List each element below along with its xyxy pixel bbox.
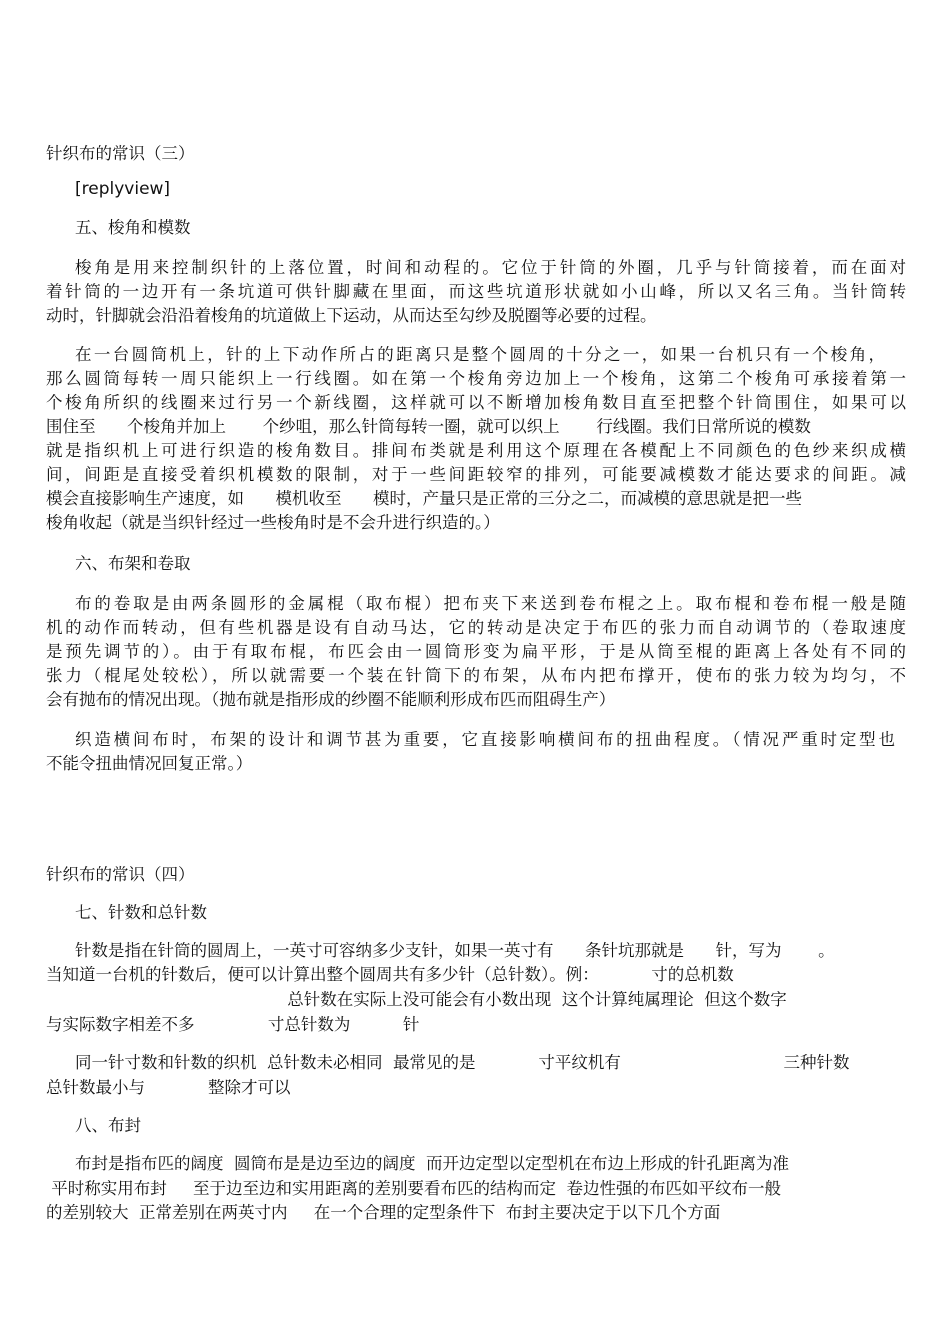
para-5b-line: 间，间距是直接受着织机模数的限制，对于一些间距较窄的排列，可能要减模数才能达要求的间距。减 bbox=[46, 465, 906, 484]
para-6a-line: 张力（棍尾处较松），所以就需要一个装在针筒下的布架，从布内把布撑开，使布的张力较为均匀，不 bbox=[46, 666, 906, 685]
para-5b-line: 那么圆筒每转一周只能织上一行线圈。如在第一个梭角旁边加上一个梭角，这第二个梭角可承接着第一 bbox=[46, 369, 906, 388]
section-title-4: 针织布的常识（四） bbox=[46, 865, 195, 884]
para-7a-line: 针数是指在针筒的圆周上，一英寸可容纳多少支针，如果一英寸有 条针坑那就是 针，写为 。 bbox=[75, 941, 835, 960]
para-5b-line: 梭角收起（就是当织针经过一些梭角时是不会升进行织造的。） bbox=[46, 513, 500, 532]
heading-5: 五、梭角和模数 bbox=[75, 218, 191, 237]
para-7a-line: 与实际数字相差不多 寸总针数为 针 bbox=[46, 1015, 420, 1034]
para-5b-line: 个梭角所织的线圈来过行另一个新线圈，这样就可以不断增加梭角数目直至把整个针筒围住，如果可以 bbox=[46, 393, 906, 412]
para-5a-line: 着针筒的一边开有一条坑道可供针脚藏在里面，而这些坑道形状就如小山峰，所以又名三角。当针筒转 bbox=[46, 282, 906, 301]
para-5a-line: 梭角是用来控制织针的上落位置，时间和动程的。它位于针筒的外圈，几乎与针筒接着，而在面对 bbox=[75, 258, 906, 277]
para-6a-line: 机的动作而转动，但有些机器是设有自动马达，它的转动是决定于布匹的张力而自动调节的（卷取速度 bbox=[46, 618, 906, 637]
para-8a-line: 的差别较大 正常差别在两英寸内 在一个合理的定型条件下 布封主要决定于以下几个方面 bbox=[46, 1203, 721, 1222]
para-7a-line: 总针数在实际上没可能会有小数出现 这个计算纯属理论 但这个数字 bbox=[46, 990, 787, 1009]
para-6a-line: 布的卷取是由两条圆形的金属棍（取布棍）把布夹下来送到卷布棍之上。取布棍和卷布棍一般是随 bbox=[75, 594, 906, 613]
heading-7: 七、针数和总针数 bbox=[75, 903, 207, 922]
para-5b-line: 围住至 个梭角并加上 个纱咀，那么针筒每转一圈，就可以织上 行线圈。我们日常所说的模数 bbox=[46, 417, 811, 436]
para-6a-line: 会有抛布的情况出现。（抛布就是指形成的纱圈不能顺利形成布匹而阻碍生产） bbox=[46, 690, 616, 709]
para-6b-line: 不能令扭曲情况回复正常。） bbox=[46, 754, 253, 773]
para-5b-line: 模会直接影响生产速度，如 模机收至 模时，产量只是正常的三分之二，而减模的意思就是把一些 bbox=[46, 489, 802, 508]
para-7b-line: 总针数最小与 整除才可以 bbox=[46, 1078, 291, 1097]
para-7b-line: 同一针寸数和针数的织机 总针数未必相同 最常见的是 寸平纹机有 三种针数 bbox=[75, 1053, 850, 1072]
para-5b-line: 就是指织机上可进行织造的梭角数目。排间布类就是利用这个原理在各模配上不同颜色的色纱来织成横 bbox=[46, 441, 906, 460]
para-5b-line: 在一台圆筒机上，针的上下动作所占的距离只是整个圆周的十分之一，如果一台机只有一个梭角， bbox=[75, 345, 885, 364]
replyview-tag: [replyview] bbox=[75, 179, 171, 199]
para-6a-line: 是预先调节的）。由于有取布棍，布匹会由一圆筒形变为扁平形，于是从筒至棍的距离上各处有不同的 bbox=[46, 642, 906, 661]
para-7a-line: 当知道一台机的针数后，便可以计算出整个圆周共有多少针（总针数）。例： 寸的总机数 bbox=[46, 965, 734, 984]
heading-6: 六、布架和卷取 bbox=[75, 554, 191, 573]
para-6b-line: 织造横间布时，布架的设计和调节甚为重要，它直接影响横间布的扭曲程度。（情况严重时定型也 bbox=[75, 730, 895, 749]
para-8a-line: 布封是指布匹的阔度 圆筒布是是边至边的阔度 而开边定型以定型机在布边上形成的针孔距离为准 bbox=[75, 1154, 789, 1173]
section-title-3: 针织布的常识（三） bbox=[46, 144, 195, 163]
heading-8: 八、布封 bbox=[75, 1116, 141, 1135]
para-8a-line: 平时称实用布封 至于边至边和实用距离的差别要看布匹的结构而定 卷边性强的布匹如平纹布一般 bbox=[46, 1179, 781, 1198]
para-5a-line: 动时，针脚就会沿沿着梭角的坑道做上下运动，从而达至勾纱及脱圈等必要的过程。 bbox=[46, 306, 657, 325]
